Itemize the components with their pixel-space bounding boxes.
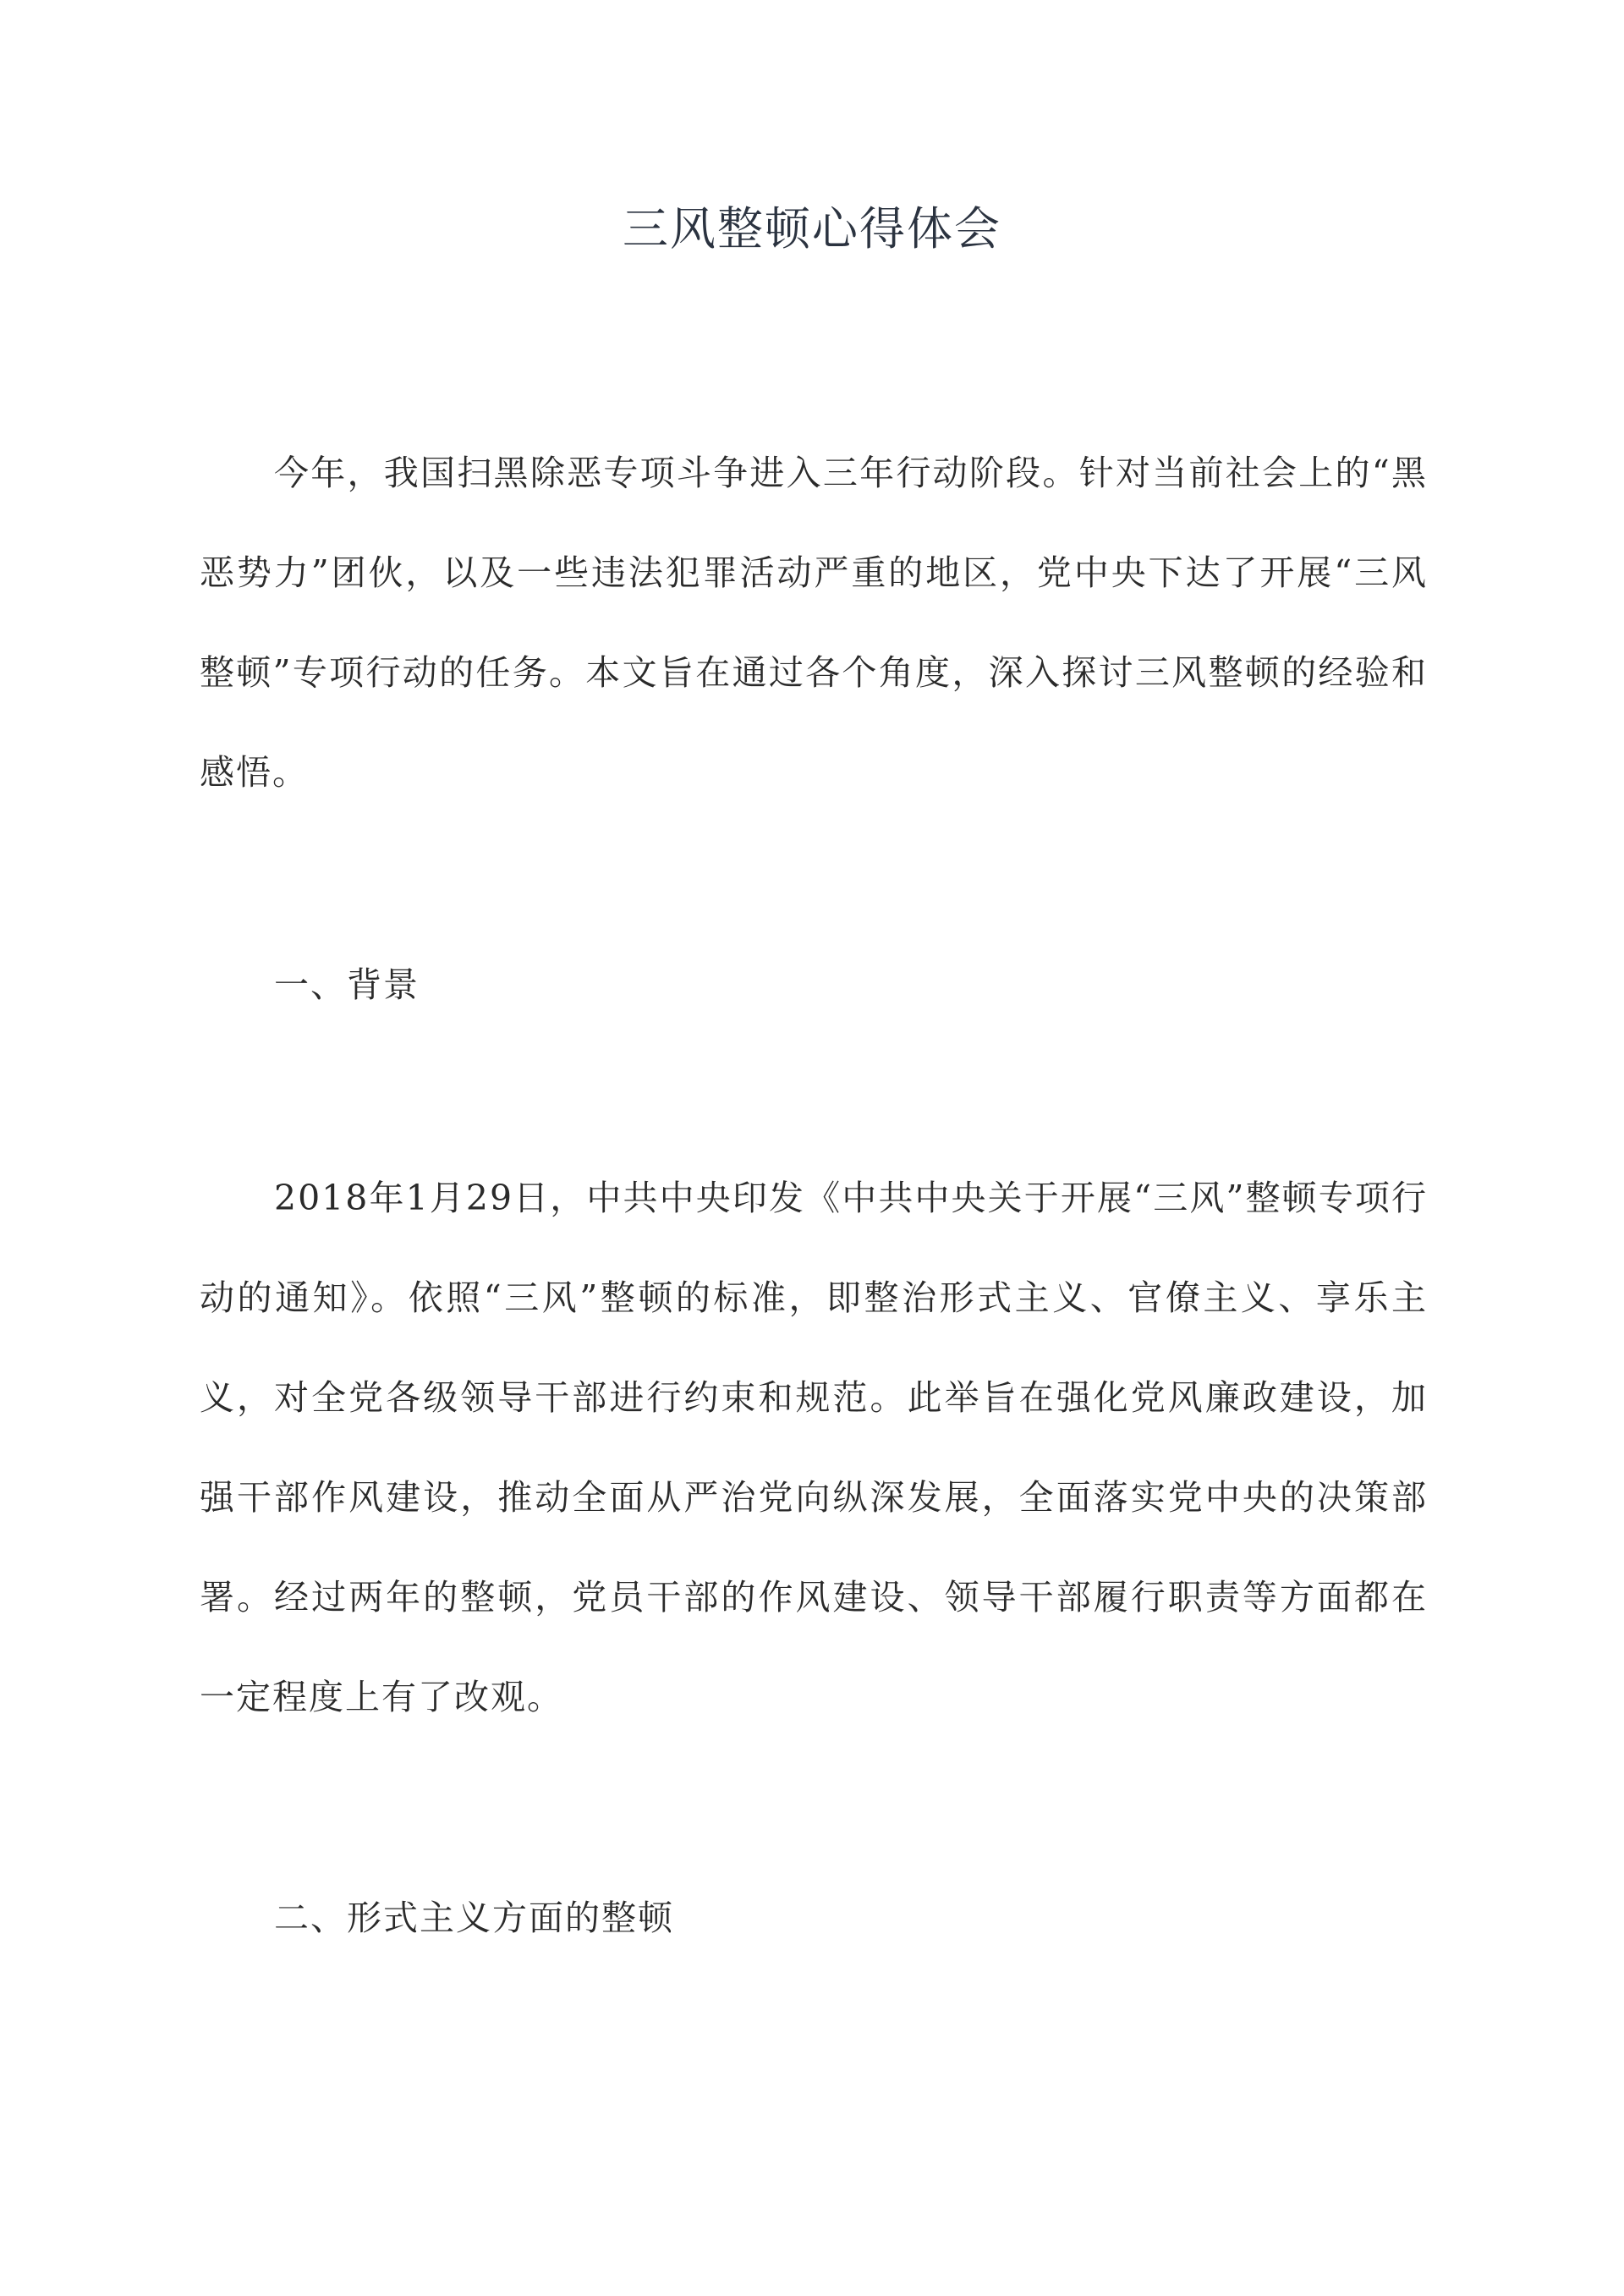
intro-paragraph: 今年，我国扫黑除恶专项斗争进入三年行动阶段。针对当前社会上的“黑恶势力”团伙，以及一些违法犯罪活动严重的地区，党中央下达了开展“三风整顿”专项行动的任务。本文旨在通过各个角度，深入探讨三风整顿的经验和感悟。	[200, 453, 1428, 793]
section-heading-background: 一、背景	[274, 964, 420, 1005]
background-paragraph: 2018年1月29日，中共中央印发《中共中央关于开展“三风”整顿专项行动的通知》。依照“三风”整顿的标准，即整治形式主义、官僚主义、享乐主义，对全党各级领导干部进行约束和规范。此举旨在强化党风廉政建设，加强干部作风建设，推动全面从严治党向纵深发展，全面落实党中央的决策部署。经过两年的整顿，党员干部的作风建设、领导干部履行职责等方面都在一定程度上有了改观。	[200, 1178, 1428, 1717]
document-title: 三风整顿心得体会	[623, 202, 1001, 255]
section-heading-formalism: 二、形式主义方面的整顿	[274, 1898, 674, 1938]
